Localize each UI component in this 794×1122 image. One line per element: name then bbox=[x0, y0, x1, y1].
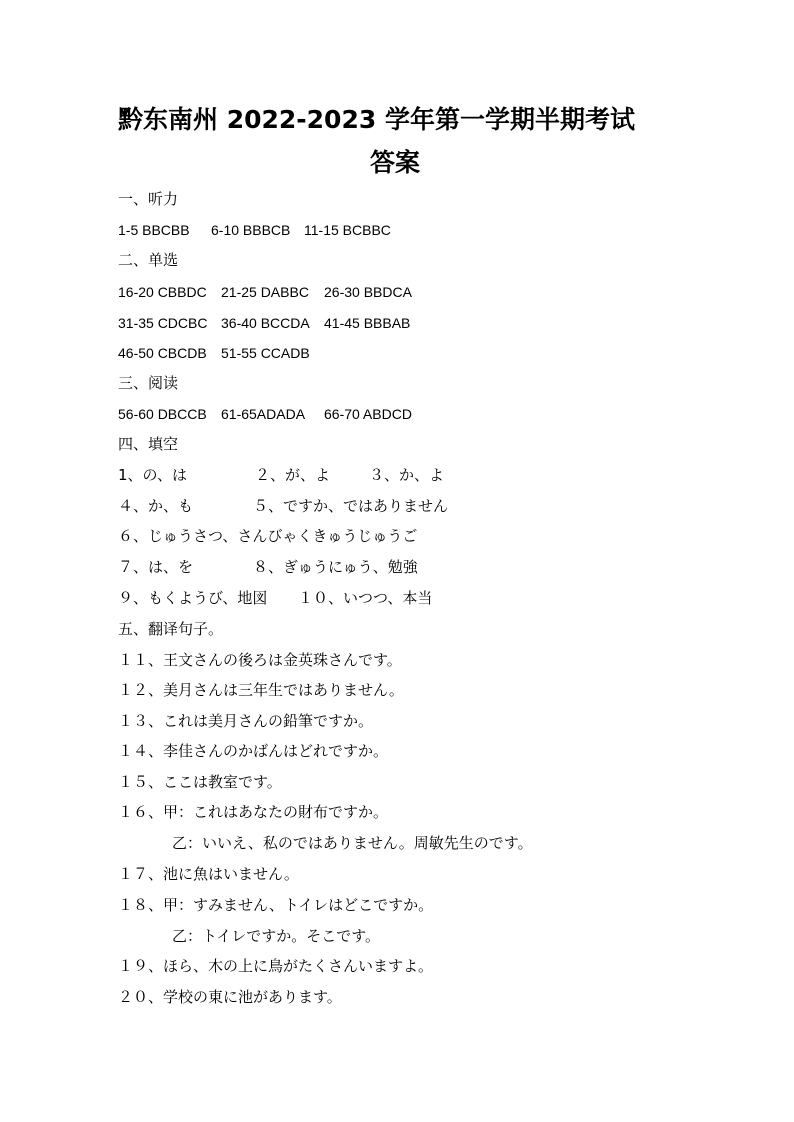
translation-line: １７、池に魚はいません。 bbox=[118, 865, 299, 883]
fill-row-2 bbox=[118, 496, 448, 516]
answer-group: 36-40 BCCDA bbox=[221, 315, 310, 331]
answer-group: 16-20 CBBDC bbox=[118, 284, 207, 300]
fill-answer: ４、か、も bbox=[118, 497, 194, 515]
section-heading-listening: 一、听力 bbox=[118, 190, 179, 208]
answer-group: 66-70 ABDCD bbox=[324, 406, 412, 422]
answer-row-listening bbox=[118, 220, 391, 240]
answer-row-choice-1 bbox=[118, 282, 412, 302]
translation-line: １８、甲：すみません、トイレはどこですか。 bbox=[118, 896, 434, 914]
fill-answer: ８、ぎゅうにゅう、勉強 bbox=[253, 558, 418, 576]
answer-group: 61-65ADADA bbox=[221, 406, 306, 422]
answer-group: 56-60 DBCCB bbox=[118, 406, 207, 422]
answer-row-choice-3 bbox=[118, 343, 310, 363]
answer-group: 6-10 BBBCB bbox=[211, 222, 291, 238]
fill-answer: ３、か、よ bbox=[369, 466, 445, 484]
page-subtitle: 答案 bbox=[370, 148, 421, 177]
translation-line: １２、美月さんは三年生ではありません。 bbox=[118, 681, 404, 699]
fill-row-3: ６、じゅうさつ、さんびゃくきゅうじゅうご bbox=[118, 527, 418, 545]
fill-row-5 bbox=[118, 588, 432, 608]
page-title: 黔东南州 2022-2023 学年第一学期半期考试 bbox=[118, 105, 635, 134]
translation-line: １６、甲：これはあなたの財布ですか。 bbox=[118, 803, 389, 821]
answer-row-choice-2 bbox=[118, 313, 410, 333]
translation-line: ２０、学校の東に池があります。 bbox=[118, 988, 342, 1006]
fill-answer: 1、の、は bbox=[118, 466, 187, 484]
translation-line: １９、ほら、木の上に鳥がたくさんいますよ。 bbox=[118, 957, 434, 975]
answer-group: 46-50 CBCDB bbox=[118, 345, 207, 361]
fill-row-4 bbox=[118, 557, 418, 577]
fill-answer: ２、が、よ bbox=[255, 466, 331, 484]
fill-row-1 bbox=[118, 465, 444, 485]
fill-answer: １０、いつつ、本当 bbox=[298, 589, 433, 607]
translation-line: １３、これは美月さんの鉛筆ですか。 bbox=[118, 712, 374, 730]
translation-line: １５、ここは教室です。 bbox=[118, 773, 282, 791]
translation-line-indented: 乙：いいえ、私のではありません。周敏先生のです。 bbox=[172, 834, 533, 852]
answer-group: 1-5 BBCBB bbox=[118, 222, 190, 238]
translation-line-indented: 乙：トイレですか。そこです。 bbox=[172, 927, 381, 945]
answer-group: 11-15 BCBBC bbox=[304, 222, 391, 238]
section-heading-translate: 五、翻译句子。 bbox=[118, 620, 224, 638]
translation-line: １１、王文さんの後ろは金英珠さんです。 bbox=[118, 651, 402, 669]
answer-row-reading bbox=[118, 404, 412, 424]
fill-answer: ７、は、を bbox=[118, 558, 194, 576]
answer-group: 21-25 DABBC bbox=[221, 284, 309, 300]
section-heading-choice: 二、单选 bbox=[118, 251, 179, 269]
answer-group: 41-45 BBBAB bbox=[324, 315, 411, 331]
answer-group: 26-30 BBDCA bbox=[324, 284, 412, 300]
answer-group: 31-35 CDCBC bbox=[118, 315, 208, 331]
section-heading-fill: 四、填空 bbox=[118, 435, 179, 453]
answer-group: 51-55 CCADB bbox=[221, 345, 310, 361]
fill-answer: ５、ですか、ではありません bbox=[253, 497, 449, 515]
fill-answer: ９、もくようび、地図 bbox=[118, 589, 268, 607]
section-heading-reading: 三、阅读 bbox=[118, 374, 179, 392]
translation-line: １４、李佳さんのかばんはどれですか。 bbox=[118, 742, 389, 760]
